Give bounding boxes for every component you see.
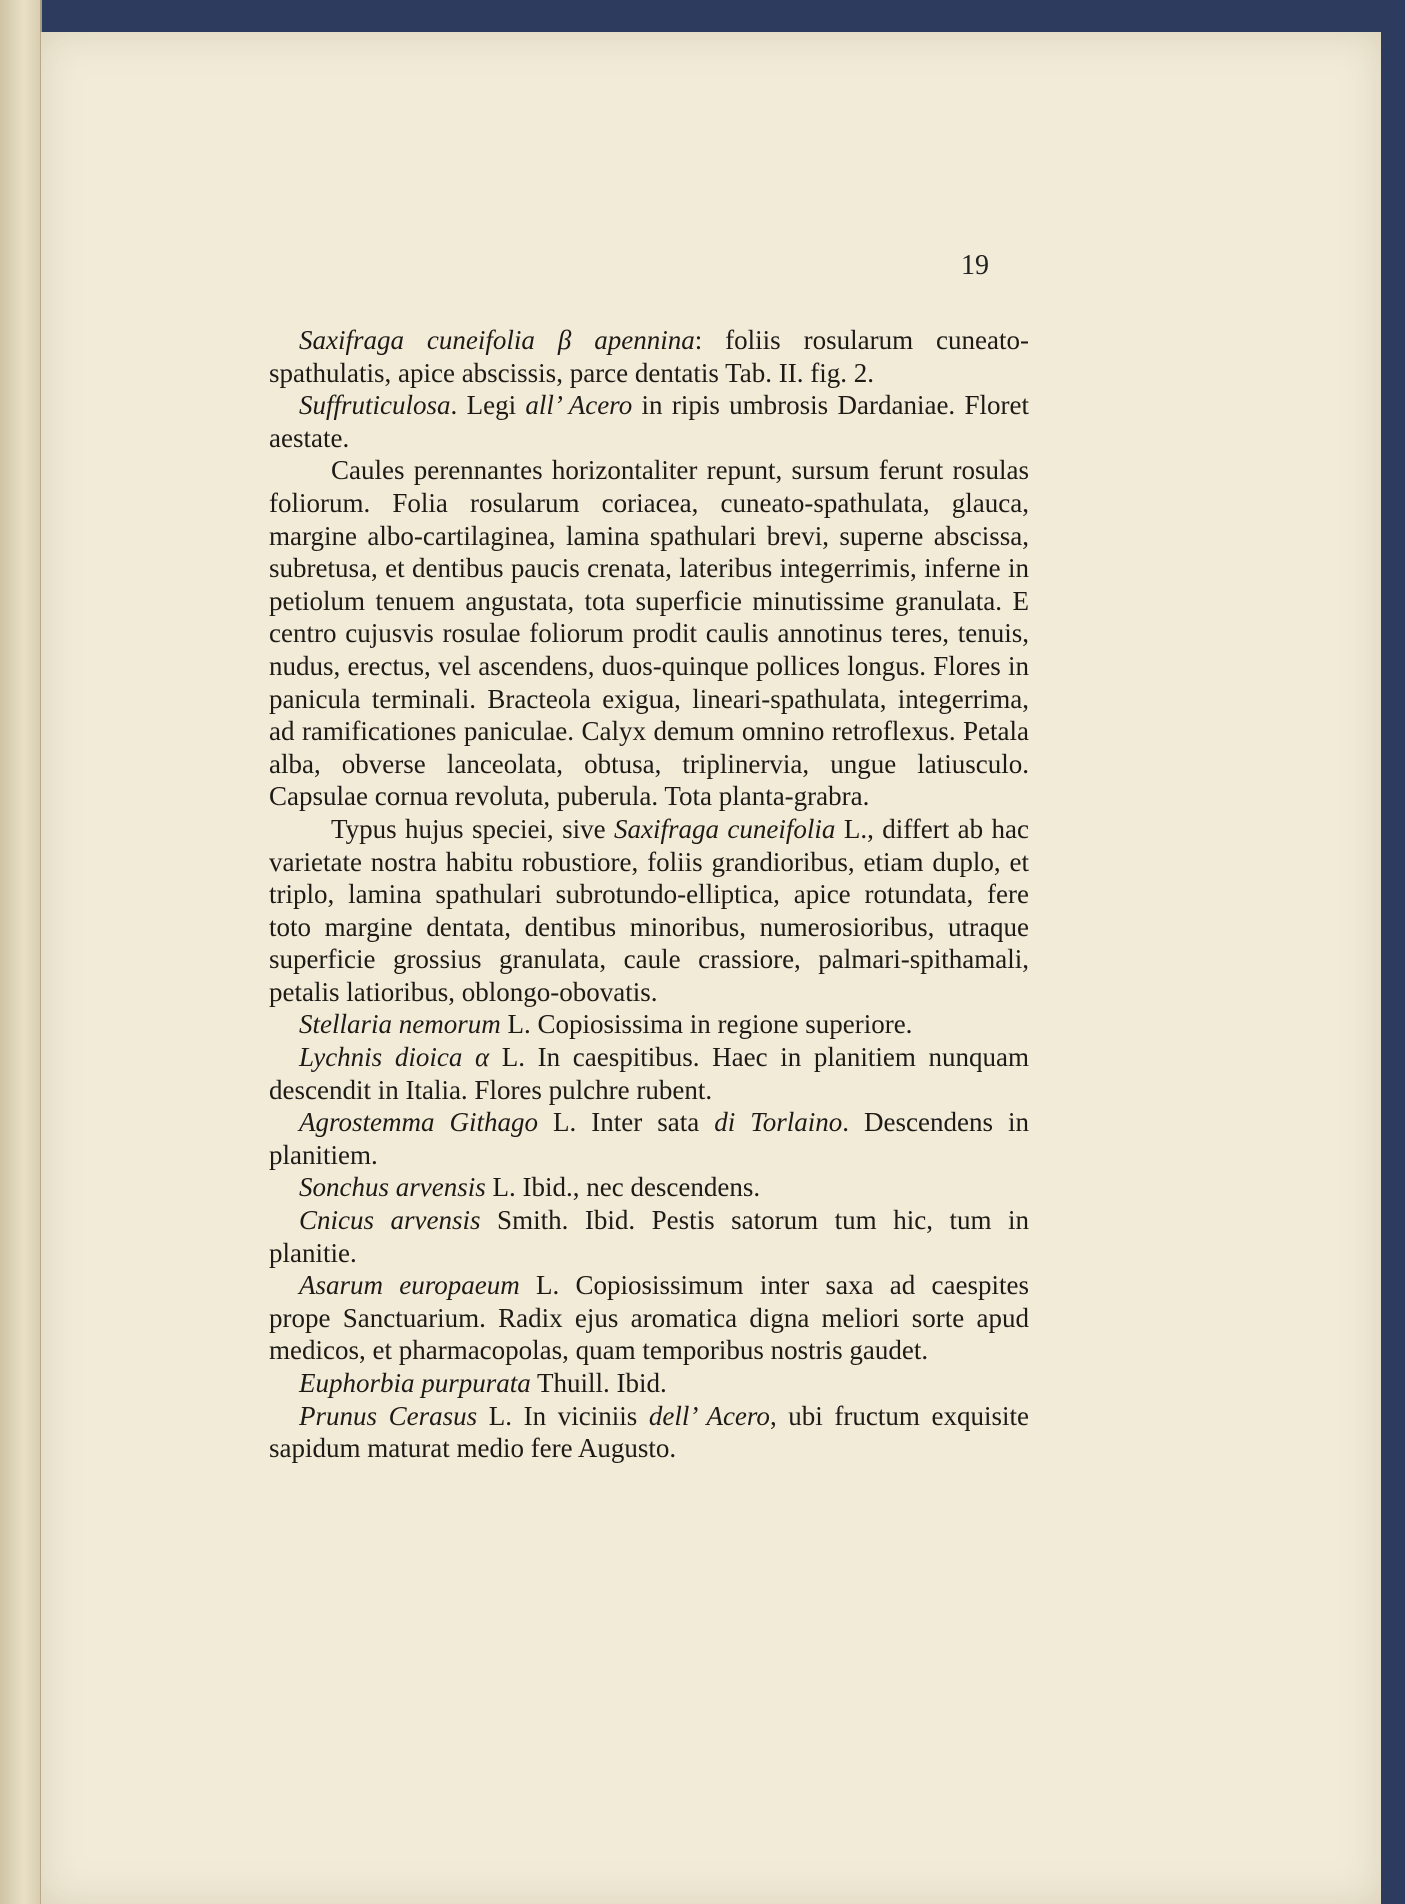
italic-text: Stellaria nemorum (299, 1009, 501, 1040)
italic-text: Cnicus arvensis (299, 1205, 481, 1236)
text-segment: L., differt ab hac varietate nostra habitu robustiore, foliis grandioribus, etiam duplo, et triplo, lamina spathulari subrotundo-elliptica, apice rotundata, fere toto margine dentata, dentibus minoribus, numerosioribus, utraque superficie grossius granulata, caule crassiore, palmari-spithamali, petalis latioribus, oblongo-obovatis. (269, 813, 1030, 1007)
text-segment: Typus hujus speciei, sive (331, 813, 615, 844)
italic-text: di Torlaino (714, 1107, 843, 1138)
text-segment: Smith. Ibid. Pestis satorum tum hic, tum in planitie. (269, 1205, 1029, 1268)
book-page (40, 32, 1381, 1904)
text-segment: L. In caespitibus. Haec in planitiem nunquam descendit in Italia. Flores pulchre rubent. (269, 1042, 1029, 1105)
species-entry (269, 1041, 1029, 1106)
text-segment: L. Copiosissima in regione superiore. (500, 1009, 913, 1040)
italic-text: Saxifraga cuneifolia (614, 813, 836, 844)
italic-text: all’ Acero (525, 390, 633, 421)
species-entry (269, 389, 1029, 454)
text-segment: , ubi fructum exquisite sapidum maturat medio fere Augusto. (269, 1400, 1029, 1464)
species-entry (269, 324, 1029, 389)
text-segment: . Legi (450, 390, 526, 421)
text-segment: Thuill. Ibid. (530, 1368, 667, 1398)
species-entry (269, 1204, 1029, 1269)
species-entry (269, 1367, 1029, 1400)
italic-text: Suffruticulosa (299, 390, 451, 421)
species-entry (269, 1106, 1029, 1171)
page-number: 19 (961, 250, 989, 281)
italic-text: Asarum europaeum (299, 1270, 520, 1301)
species-entry (269, 1008, 1029, 1041)
text-segment: Caules perennantes horizontaliter repunt, sursum ferunt rosulas foliorum. Folia rosularum coriacea, cuneato-spathulata, glauca, margine albo-cartilaginea, lamina spathulari brevi, superne abscissa, subretusa, et dentibus paucis crenata, lateribus integerrimis, inferne in petiolum tenuem angustata, tota superficie minutissime granulata. E centro cujusvis rosulae foliorum prodit caulis annotinus teres, tenuis, nudus, erectus, vel ascendens, duos-quinque pollices longus. Flores in panicula terminali. Bracteola exigua, lineari-spathulata, integerrima, ad ramificationes paniculae. Calyx demum omnino retroflexus. Petala alba, obverse lanceolata, obtusa, triplinervia, ungue latiusculo. Capsulae cornua revoluta, puberula. Tota planta-grabra. (269, 455, 1029, 812)
body-text (269, 324, 1029, 1465)
italic-text: Prunus Cerasus (299, 1400, 478, 1431)
italic-text: Euphorbia purpurata (299, 1368, 531, 1398)
text-segment: L. Ibid., nec descendens. (485, 1172, 761, 1203)
text-segment: . Descendens in planitiem. (269, 1107, 1029, 1170)
description-paragraph (269, 454, 1029, 813)
text-segment: L. In viciniis (477, 1400, 649, 1431)
text-segment: in ripis umbrosis Dardaniae. Floret aestate. (269, 390, 1029, 453)
italic-text: Lychnis dioica α (299, 1042, 490, 1073)
facing-page-edge (0, 0, 42, 1904)
italic-text: Agrostemma Githago (299, 1107, 538, 1138)
species-entry (269, 1400, 1029, 1465)
species-entry (269, 1171, 1029, 1204)
text-segment: L. Copiosissimum inter saxa ad caespites prope Sanctuarium. Radix ejus aromatica digna meliori sorte apud medicos, et pharmacopolas, quam temporibus nostris gaudet. (269, 1270, 1030, 1366)
italic-text: Sonchus arvensis (299, 1172, 486, 1203)
description-paragraph (269, 813, 1029, 1009)
species-entry (269, 1269, 1029, 1367)
italic-text: dell’ Acero (648, 1400, 770, 1431)
italic-text: Saxifraga cuneifolia β apennina (299, 325, 695, 355)
text-segment: L. Inter sata (538, 1107, 715, 1138)
text-segment: : foliis rosularum cuneato-spathulatis, apice abscissis, parce dentatis Tab. II. fig. 2. (269, 325, 1029, 388)
